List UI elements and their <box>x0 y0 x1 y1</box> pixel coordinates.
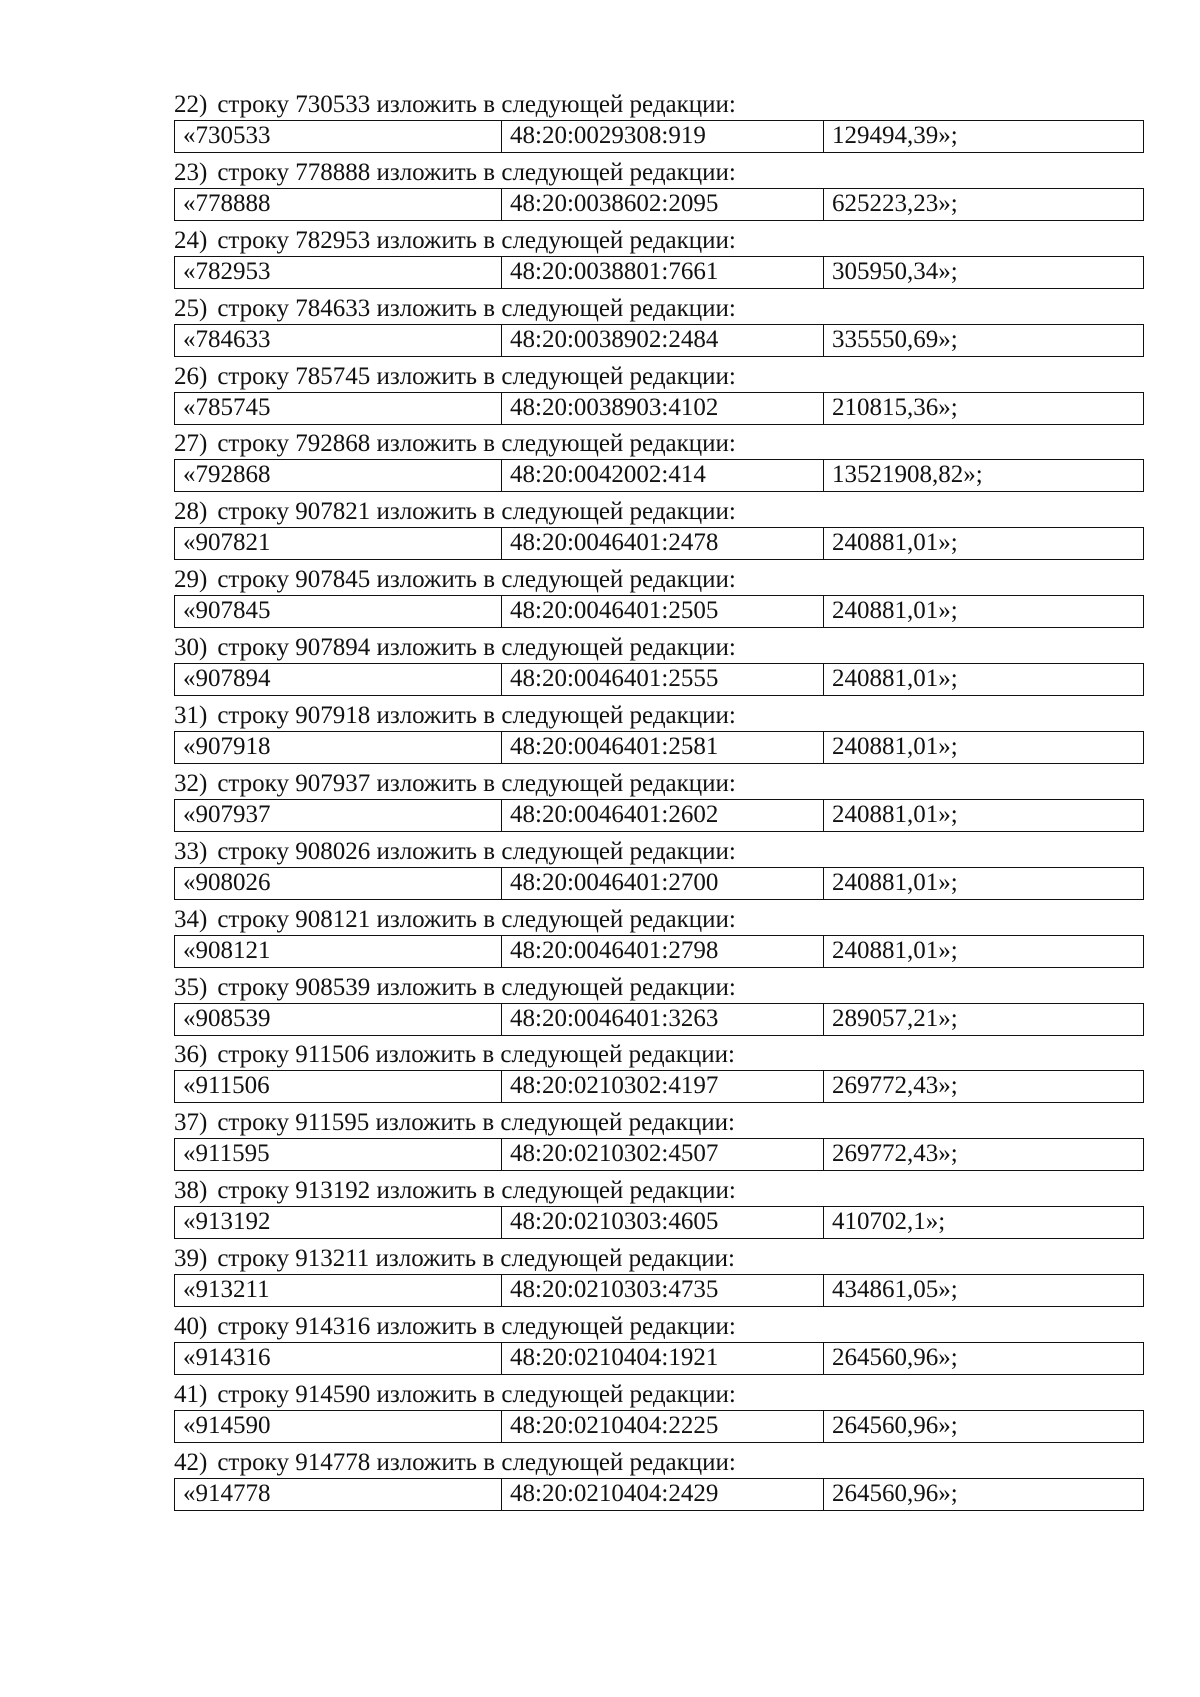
heading-suffix: изложить в следующей редакции: <box>376 1313 736 1341</box>
amendment-heading <box>174 905 736 935</box>
amendment-heading <box>174 769 736 799</box>
cadastral-number-cell: 48:20:0046401:3263 <box>502 1004 824 1035</box>
cadastral-number-cell: 48:20:0029308:919 <box>502 121 824 152</box>
cadastral-number-cell: 48:20:0210404:2225 <box>502 1411 824 1442</box>
amendment-item <box>174 294 1146 362</box>
amendment-heading <box>174 429 736 459</box>
row-reference: 913192 <box>295 1177 371 1205</box>
heading-suffix: изложить в следующей редакции: <box>376 430 736 458</box>
heading-word: строку <box>217 498 289 526</box>
row-reference: 914590 <box>295 1380 371 1408</box>
heading-word: строку <box>217 1041 289 1069</box>
cadastral-value-cell: 240881,01»; <box>832 800 958 828</box>
cadastral-value-cell: 410702,1»; <box>832 1208 946 1236</box>
heading-word: строку <box>217 973 289 1001</box>
cadastral-number-cell: 48:20:0046401:2555 <box>502 664 824 695</box>
heading-suffix: изложить в следующей редакции: <box>375 1245 735 1273</box>
heading-suffix: изложить в следующей редакции: <box>376 362 736 390</box>
heading-suffix: изложить в следующей редакции: <box>376 1177 736 1205</box>
amendment-item <box>174 1108 1146 1176</box>
row-number-cell: «907845 <box>175 596 502 627</box>
table-row <box>174 527 1144 560</box>
amendment-item <box>174 362 1146 430</box>
row-reference: 907894 <box>295 634 371 662</box>
heading-word: строку <box>217 1313 289 1341</box>
item-number: 35) <box>174 973 208 1001</box>
amendment-heading <box>174 497 736 527</box>
amendment-heading <box>174 1312 736 1342</box>
item-number: 41) <box>174 1380 208 1408</box>
row-number-cell: «914590 <box>175 1411 502 1442</box>
row-number-cell: «908026 <box>175 868 502 899</box>
row-reference: 908121 <box>295 905 371 933</box>
heading-word: строку <box>217 1245 289 1273</box>
item-number: 34) <box>174 905 208 933</box>
heading-suffix: изложить в следующей редакции: <box>376 158 736 186</box>
table-row <box>174 256 1144 289</box>
amendment-heading <box>174 90 736 120</box>
row-reference: 785745 <box>295 362 371 390</box>
row-reference: 778888 <box>295 158 371 186</box>
amendment-item <box>174 1312 1146 1380</box>
cadastral-number-cell: 48:20:0210302:4507 <box>502 1139 824 1170</box>
amendment-item <box>174 1380 1146 1448</box>
amendment-item <box>174 905 1146 973</box>
row-number-cell: «911506 <box>175 1071 502 1102</box>
item-number: 26) <box>174 362 208 390</box>
cadastral-number-cell: 48:20:0038801:7661 <box>502 257 824 288</box>
row-number-cell: «778888 <box>175 189 502 220</box>
item-number: 22) <box>174 91 208 118</box>
heading-suffix: изложить в следующей редакции: <box>376 566 736 594</box>
table-row <box>174 1478 1144 1511</box>
amendment-item <box>174 769 1146 837</box>
table-row <box>174 1138 1144 1171</box>
table-row <box>174 120 1144 153</box>
heading-word: строку <box>217 91 289 118</box>
row-number-cell: «782953 <box>175 257 502 288</box>
row-number-cell: «913192 <box>175 1207 502 1238</box>
amendment-heading <box>174 294 736 324</box>
row-number-cell: «911595 <box>175 1139 502 1170</box>
table-row <box>174 1003 1144 1036</box>
amendment-item <box>174 1448 1146 1516</box>
amendment-heading <box>174 226 736 256</box>
row-number-cell: «907918 <box>175 732 502 763</box>
cadastral-value-cell: 305950,34»; <box>832 257 958 285</box>
cadastral-number-cell: 48:20:0046401:2478 <box>502 528 824 559</box>
cadastral-value-cell: 289057,21»; <box>832 1004 958 1032</box>
row-reference: 908026 <box>295 837 371 865</box>
amendment-item <box>174 633 1146 701</box>
amendment-item <box>174 837 1146 905</box>
heading-word: строку <box>217 226 289 254</box>
row-number-cell: «908121 <box>175 936 502 967</box>
item-number: 23) <box>174 158 208 186</box>
item-number: 29) <box>174 566 208 594</box>
item-number: 32) <box>174 769 208 797</box>
item-number: 36) <box>174 1041 208 1069</box>
table-row <box>174 188 1144 221</box>
cadastral-number-cell: 48:20:0038902:2484 <box>502 325 824 356</box>
row-reference: 907845 <box>295 566 371 594</box>
table-row <box>174 731 1144 764</box>
item-number: 42) <box>174 1448 208 1476</box>
amendment-heading <box>174 701 736 731</box>
amendment-heading <box>174 158 736 188</box>
table-row <box>174 663 1144 696</box>
cadastral-value-cell: 13521908,82»; <box>832 461 983 489</box>
row-reference: 730533 <box>295 91 371 118</box>
heading-suffix: изложить в следующей редакции: <box>376 769 736 797</box>
amendment-item <box>174 158 1146 226</box>
cadastral-number-cell: 48:20:0038903:4102 <box>502 393 824 424</box>
cadastral-number-cell: 48:20:0046401:2700 <box>502 868 824 899</box>
row-reference: 792868 <box>295 430 371 458</box>
row-reference: 908539 <box>295 973 371 1001</box>
heading-word: строку <box>217 430 289 458</box>
heading-word: строку <box>217 702 289 730</box>
cadastral-value-cell: 129494,39»; <box>832 122 958 149</box>
amendment-heading <box>174 1176 736 1206</box>
cadastral-value-cell: 240881,01»; <box>832 597 958 625</box>
cadastral-value-cell: 240881,01»; <box>832 733 958 761</box>
cadastral-number-cell: 48:20:0038602:2095 <box>502 189 824 220</box>
item-number: 28) <box>174 498 208 526</box>
amendment-heading <box>174 1040 735 1070</box>
heading-word: строку <box>217 634 289 662</box>
item-number: 40) <box>174 1313 208 1341</box>
row-reference: 914778 <box>295 1448 371 1476</box>
item-number: 37) <box>174 1109 208 1137</box>
amendment-item <box>174 90 1146 158</box>
row-number-cell: «907821 <box>175 528 502 559</box>
heading-suffix: изложить в следующей редакции: <box>376 1380 736 1408</box>
heading-word: строку <box>217 1380 289 1408</box>
cadastral-value-cell: 264560,96»; <box>832 1344 958 1372</box>
heading-suffix: изложить в следующей редакции: <box>376 91 736 118</box>
item-number: 38) <box>174 1177 208 1205</box>
row-number-cell: «785745 <box>175 393 502 424</box>
row-reference: 911595 <box>295 1109 370 1137</box>
heading-word: строку <box>217 837 289 865</box>
row-reference: 907821 <box>295 498 371 526</box>
heading-suffix: изложить в следующей редакции: <box>376 498 736 526</box>
table-row <box>174 935 1144 968</box>
cadastral-value-cell: 434861,05»; <box>832 1276 958 1304</box>
table-row <box>174 1206 1144 1239</box>
table-row <box>174 392 1144 425</box>
heading-suffix: изложить в следующей редакции: <box>376 1448 736 1476</box>
cadastral-value-cell: 269772,43»; <box>832 1140 958 1168</box>
amendments-list <box>174 90 1146 1516</box>
heading-word: строку <box>217 158 289 186</box>
cadastral-number-cell: 48:20:0210303:4605 <box>502 1207 824 1238</box>
table-row <box>174 1342 1144 1375</box>
row-reference: 913211 <box>295 1245 370 1273</box>
amendment-item <box>174 701 1146 769</box>
item-number: 31) <box>174 702 208 730</box>
cadastral-number-cell: 48:20:0046401:2798 <box>502 936 824 967</box>
amendment-item <box>174 1176 1146 1244</box>
heading-suffix: изложить в следующей редакции: <box>376 226 736 254</box>
amendment-item <box>174 226 1146 294</box>
item-number: 24) <box>174 226 208 254</box>
heading-suffix: изложить в следующей редакции: <box>376 634 736 662</box>
cadastral-number-cell: 48:20:0210303:4735 <box>502 1275 824 1306</box>
heading-suffix: изложить в следующей редакции: <box>376 837 736 865</box>
amendment-heading <box>174 362 736 392</box>
cadastral-value-cell: 240881,01»; <box>832 529 958 557</box>
item-number: 39) <box>174 1245 208 1273</box>
heading-word: строку <box>217 905 289 933</box>
cadastral-value-cell: 335550,69»; <box>832 325 958 353</box>
heading-suffix: изложить в следующей редакции: <box>376 973 736 1001</box>
row-number-cell: «907894 <box>175 664 502 695</box>
row-number-cell: «913211 <box>175 1275 502 1306</box>
amendment-item <box>174 973 1146 1041</box>
heading-word: строку <box>217 294 289 322</box>
row-number-cell: «792868 <box>175 460 502 491</box>
row-reference: 782953 <box>295 226 371 254</box>
table-row <box>174 799 1144 832</box>
amendment-item <box>174 565 1146 633</box>
cadastral-number-cell: 48:20:0042002:414 <box>502 460 824 491</box>
heading-word: строку <box>217 1109 289 1137</box>
item-number: 33) <box>174 837 208 865</box>
table-row <box>174 1274 1144 1307</box>
cadastral-number-cell: 48:20:0046401:2581 <box>502 732 824 763</box>
table-row <box>174 595 1144 628</box>
cadastral-value-cell: 625223,23»; <box>832 189 958 217</box>
amendment-heading <box>174 1380 736 1410</box>
item-number: 25) <box>174 294 208 322</box>
table-row <box>174 867 1144 900</box>
row-number-cell: «908539 <box>175 1004 502 1035</box>
cadastral-value-cell: 269772,43»; <box>832 1072 958 1100</box>
row-number-cell: «784633 <box>175 325 502 356</box>
cadastral-value-cell: 240881,01»; <box>832 665 958 693</box>
row-reference: 907918 <box>295 702 371 730</box>
row-number-cell: «730533 <box>175 121 502 152</box>
cadastral-number-cell: 48:20:0046401:2602 <box>502 800 824 831</box>
table-row <box>174 1410 1144 1443</box>
cadastral-value-cell: 210815,36»; <box>832 393 958 421</box>
row-number-cell: «914316 <box>175 1343 502 1374</box>
row-reference: 911506 <box>295 1041 370 1069</box>
item-number: 27) <box>174 430 208 458</box>
heading-word: строку <box>217 1448 289 1476</box>
cadastral-number-cell: 48:20:0210404:2429 <box>502 1479 824 1510</box>
heading-suffix: изложить в следующей редакции: <box>376 905 736 933</box>
cadastral-number-cell: 48:20:0046401:2505 <box>502 596 824 627</box>
amendment-heading <box>174 1108 735 1138</box>
cadastral-value-cell: 240881,01»; <box>832 936 958 964</box>
item-number: 30) <box>174 634 208 662</box>
heading-word: строку <box>217 769 289 797</box>
amendment-heading <box>174 1244 735 1274</box>
heading-word: строку <box>217 1177 289 1205</box>
table-row <box>174 1070 1144 1103</box>
amendment-item <box>174 1040 1146 1108</box>
row-reference: 784633 <box>295 294 371 322</box>
amendment-item <box>174 429 1146 497</box>
row-reference: 914316 <box>295 1313 371 1341</box>
amendment-item <box>174 497 1146 565</box>
row-number-cell: «914778 <box>175 1479 502 1510</box>
table-row <box>174 324 1144 357</box>
heading-word: строку <box>217 362 289 390</box>
cadastral-number-cell: 48:20:0210404:1921 <box>502 1343 824 1374</box>
cadastral-value-cell: 240881,01»; <box>832 868 958 896</box>
amendment-heading <box>174 1448 736 1478</box>
table-row <box>174 459 1144 492</box>
cadastral-value-cell: 264560,96»; <box>832 1411 958 1439</box>
amendment-heading <box>174 973 736 1003</box>
amendment-heading <box>174 565 736 595</box>
row-reference: 907937 <box>295 769 371 797</box>
cadastral-number-cell: 48:20:0210302:4197 <box>502 1071 824 1102</box>
cadastral-value-cell: 264560,96»; <box>832 1479 958 1507</box>
heading-suffix: изложить в следующей редакции: <box>376 294 736 322</box>
amendment-item <box>174 1244 1146 1312</box>
amendment-heading <box>174 837 736 867</box>
heading-word: строку <box>217 566 289 594</box>
amendment-heading <box>174 633 736 663</box>
heading-suffix: изложить в следующей редакции: <box>375 1109 735 1137</box>
heading-suffix: изложить в следующей редакции: <box>376 702 736 730</box>
heading-suffix: изложить в следующей редакции: <box>375 1041 735 1069</box>
row-number-cell: «907937 <box>175 800 502 831</box>
